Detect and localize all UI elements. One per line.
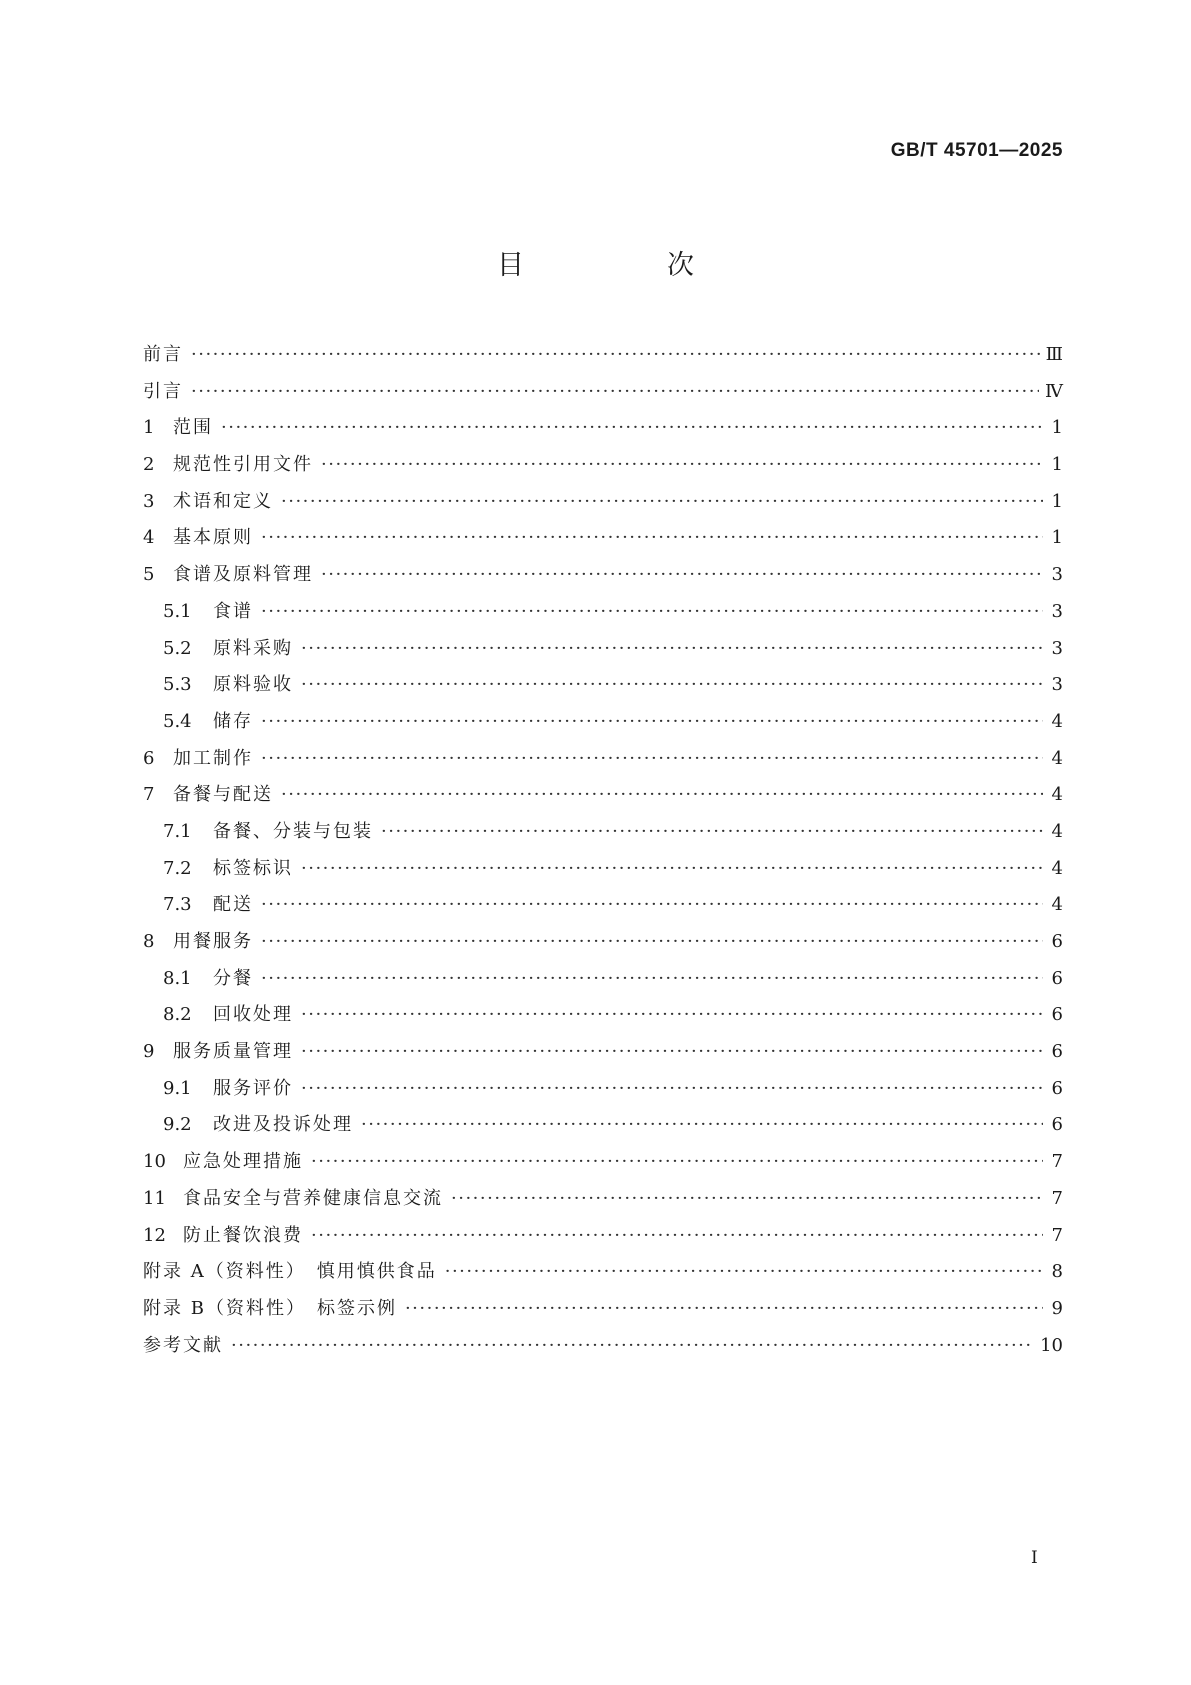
toc-entry-page: 6 [1051,967,1063,989]
toc-entry-page: 3 [1051,674,1063,696]
toc-leader-dots [261,711,1043,732]
toc-entry-page: 7 [1051,1224,1063,1246]
toc-leader-dots [321,454,1043,475]
toc-entry[interactable] [143,780,1063,817]
toc-entry-page: 4 [1051,710,1063,732]
toc-entry-label: 食品安全与营养健康信息交流 [183,1187,443,1209]
toc-entry[interactable] [143,1000,1063,1037]
toc-entry[interactable] [143,1184,1063,1221]
toc-leader-dots [301,1078,1043,1099]
toc-entry[interactable] [143,450,1063,487]
toc-entry-label: 用餐服务 [173,931,253,952]
toc-entry-number: 12 [143,1224,166,1246]
toc-entry[interactable] [143,1074,1063,1111]
toc-entry-number: 8 [143,931,155,952]
page-title: 目 次 [497,250,752,281]
toc-entry-page: 4 [1051,894,1063,916]
toc-entry-page: 8 [1051,1261,1063,1283]
toc-leader-dots [191,344,1040,365]
toc-entry-label: 原料采购 [213,637,293,659]
toc-entry[interactable] [143,1294,1063,1331]
toc-entry-number: 9 [143,1041,155,1063]
toc-entry-page: Ⅳ [1045,380,1063,402]
toc-entry[interactable] [143,817,1063,854]
toc-entry-number: 5.2 [163,637,192,659]
toc-entry-page: 3 [1051,564,1063,586]
toc-leader-dots [405,1298,1043,1319]
toc-entry-label: 应急处理措施 [183,1151,303,1173]
toc-leader-dots [261,894,1043,915]
toc-entry-number: 10 [143,1151,166,1173]
toc-entry-page: 4 [1051,857,1063,879]
toc-entry-label: 参考文献 [143,1334,223,1356]
toc-entry-label: 服务质量管理 [173,1041,293,1063]
toc-entry-label: 附录 A（资料性） 慎用慎供食品 [143,1261,437,1283]
toc-entry-page: 1 [1051,417,1063,439]
toc-entry-label: 食谱 [213,600,253,622]
toc-entry-label: 附录 B（资料性） 标签示例 [143,1297,397,1319]
toc-entry-number: 9.1 [163,1077,192,1099]
toc-entry-label: 规范性引用文件 [173,454,313,476]
toc-entry-page: 4 [1051,747,1063,769]
toc-entry-number: 5.3 [163,674,192,696]
toc-entry[interactable] [143,487,1063,524]
toc-entry-page: 6 [1051,931,1063,952]
toc-entry[interactable] [143,634,1063,671]
toc-entry[interactable] [143,1147,1063,1184]
toc-entry-number: 5 [143,564,155,586]
toc-leader-dots [381,821,1043,842]
toc-entry[interactable] [143,413,1063,450]
toc-leader-dots [231,1335,1034,1356]
toc-entry-label: 备餐、分装与包装 [213,820,373,842]
toc-entry-label: 原料验收 [213,674,293,696]
toc-entry[interactable] [143,854,1063,891]
toc-entry-number: 8.2 [163,1004,192,1026]
toc-entry-label: 分餐 [213,967,253,989]
toc-leader-dots [311,1151,1043,1172]
toc-entry-number: 2 [143,454,155,476]
toc-entry[interactable] [143,964,1063,1001]
toc-entry-number: 7.3 [163,894,192,916]
toc-entry-page: 1 [1051,527,1063,549]
toc-entry[interactable] [143,1257,1063,1294]
toc-leader-dots [301,638,1043,659]
toc-entry-label: 引言 [143,380,183,402]
toc-leader-dots [261,601,1043,622]
toc-entry[interactable] [143,707,1063,744]
toc-entry-label: 备餐与配送 [173,784,273,806]
toc-entry-label: 改进及投诉处理 [213,1114,353,1136]
toc-entry-label: 标签标识 [213,857,293,879]
toc-entry-number: 1 [143,417,155,439]
toc-leader-dots [321,564,1043,585]
toc-entry-number: 7.2 [163,857,192,879]
toc-entry[interactable] [143,523,1063,560]
toc-entry-number: 11 [143,1187,166,1209]
toc-entry-label: 基本原则 [173,527,253,549]
toc-entry-label: 服务评价 [213,1077,293,1099]
toc-entry[interactable] [143,670,1063,707]
toc-leader-dots [301,1041,1043,1062]
toc-entry-number: 6 [143,747,155,769]
toc-entry-page: 3 [1051,600,1063,622]
toc-entry-number: 7 [143,784,155,806]
toc-entry-label: 回收处理 [213,1004,293,1026]
page-number: I [1031,1548,1038,1568]
toc-entry-page: 9 [1051,1297,1063,1319]
toc-leader-dots [261,968,1043,989]
toc-entry[interactable] [143,560,1063,597]
toc-entry-number: 5.1 [163,600,192,622]
toc-entry-page: 4 [1051,820,1063,842]
toc-entry-label: 配送 [213,894,253,916]
toc-entry-page: 1 [1051,454,1063,476]
toc-leader-dots [451,1188,1043,1209]
toc-entry[interactable] [143,1110,1063,1147]
toc-leader-dots [261,527,1043,548]
toc-entry-page: 7 [1051,1187,1063,1209]
toc-entry-label: 防止餐饮浪费 [183,1224,303,1246]
toc-entry[interactable] [143,1221,1063,1258]
toc-leader-dots [261,748,1043,769]
toc-entry-number: 9.2 [163,1114,192,1136]
toc-leader-dots [281,784,1043,805]
toc-entry[interactable] [143,597,1063,634]
toc-leader-dots [261,931,1043,952]
toc-entry-number: 7.1 [163,820,192,842]
toc-entry-page: 4 [1051,784,1063,806]
toc-entry-label: 范围 [173,417,213,439]
toc-entry-page: 6 [1051,1041,1063,1063]
toc-entry[interactable] [143,1331,1063,1368]
toc-entry-number: 4 [143,527,155,549]
toc-entry[interactable] [143,744,1063,781]
toc-leader-dots [221,417,1043,438]
toc-leader-dots [281,491,1043,512]
toc-entry-label: 食谱及原料管理 [173,564,313,586]
toc-entry-page: 6 [1051,1004,1063,1026]
toc-entry[interactable] [143,890,1063,927]
toc-entry-page: 6 [1051,1114,1063,1136]
toc-entry-page: 3 [1051,637,1063,659]
toc-entry-label: 术语和定义 [173,490,273,512]
toc-leader-dots [311,1225,1043,1246]
toc-entry-number: 3 [143,490,155,512]
toc-leader-dots [301,674,1043,695]
toc-entry[interactable] [143,1037,1063,1074]
toc-entry[interactable] [143,927,1063,964]
toc-entry-label: 加工制作 [173,747,253,769]
toc-entry-page: 6 [1051,1077,1063,1099]
toc-entry[interactable] [143,340,1063,377]
toc-leader-dots [191,381,1039,402]
toc-leader-dots [361,1114,1043,1135]
standard-code: GB/T 45701—2025 [890,140,1063,161]
table-of-contents [143,340,1063,1367]
toc-leader-dots [445,1261,1043,1282]
toc-entry-page: 1 [1051,490,1063,512]
toc-entry-number: 8.1 [163,967,192,989]
toc-leader-dots [301,858,1043,879]
toc-leader-dots [301,1004,1043,1025]
toc-entry-label: 储存 [213,710,253,732]
toc-entry-number: 5.4 [163,710,192,732]
toc-entry-page: 10 [1040,1334,1063,1356]
toc-entry-page: 7 [1051,1151,1063,1173]
toc-entry[interactable] [143,377,1063,414]
toc-entry-label: 前言 [143,344,183,365]
toc-entry-page: Ⅲ [1045,344,1063,365]
